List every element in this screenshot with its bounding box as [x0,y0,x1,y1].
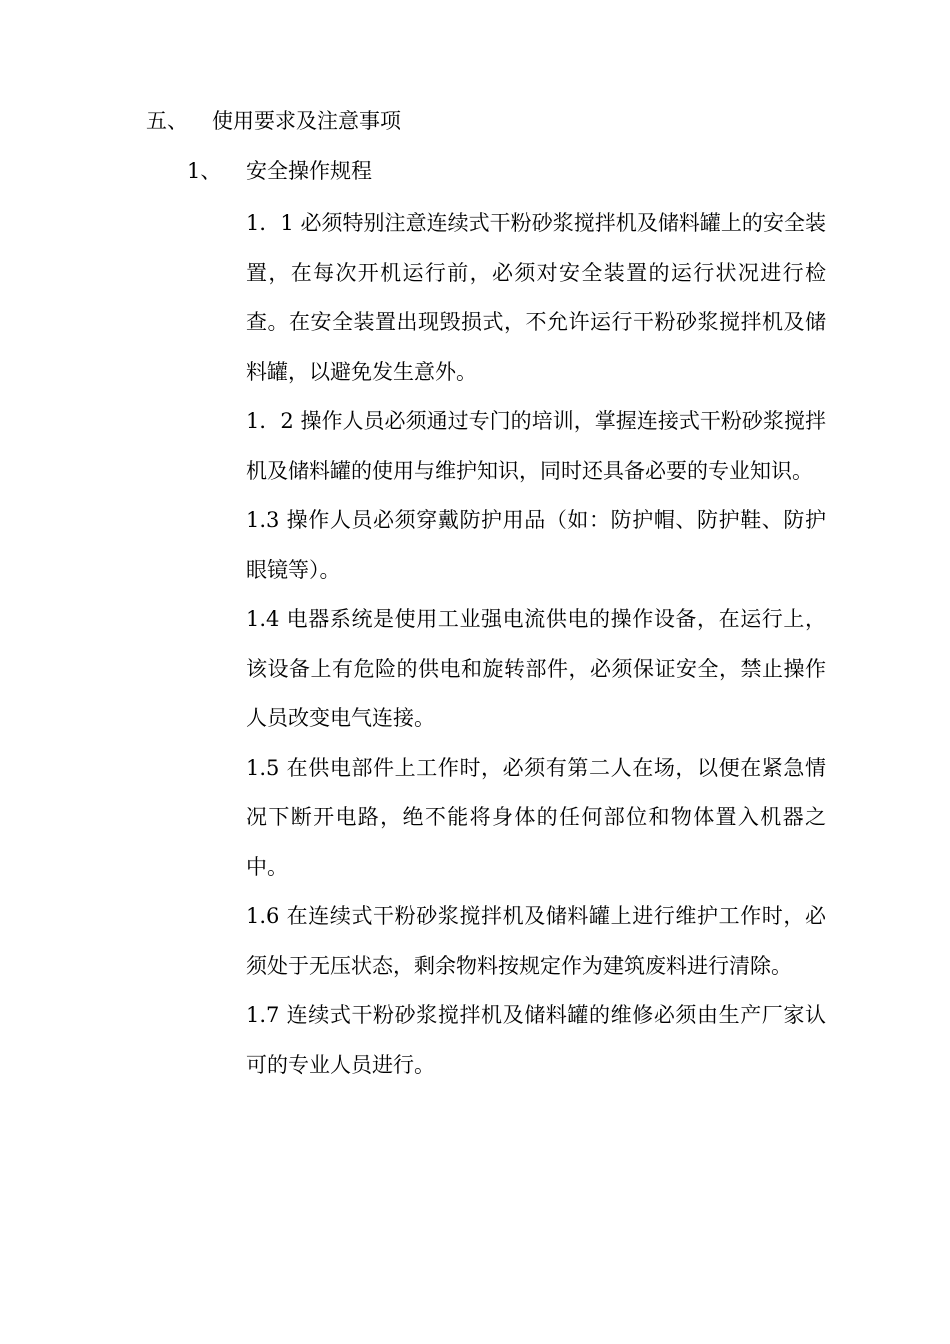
section-number: 五、 [146,109,188,133]
subsection-number: 1、 [187,159,222,183]
subsection-title: 安全操作规程 [246,159,372,183]
rule-1-6: 1.6 在连续式干粉砂浆搅拌机及储料罐上进行维护工作时，必须处于无压状态，剩余物料按规定作为建筑废料进行清除。 [246,904,826,978]
section-heading [146,106,401,136]
rule-1-2: 1．2 操作人员必须通过专门的培训，掌握连接式干粉砂浆搅拌机及储料罐的使用与维护知识，同时还具备必要的专业知识。 [246,409,826,483]
rule-1-7: 1.7 连续式干粉砂浆搅拌机及储料罐的维修必须由生产厂家认可的专业人员进行。 [246,1003,826,1077]
rule-1-3: 1.3 操作人员必须穿戴防护用品（如：防护帽、防护鞋、防护眼镜等）。 [246,508,826,582]
rule-1-5: 1.5 在供电部件上工作时，必须有第二人在场，以便在紧急情况下断开电路，绝不能将身体的任何部位和物体置入机器之中。 [246,755,826,879]
rule-1-4: 1.4 电器系统是使用工业强电流供电的操作设备，在运行上，该设备上有危险的供电和旋转部件，必须保证安全，禁止操作人员改变电气连接。 [246,607,826,730]
subsection-heading [187,156,372,186]
section-title: 使用要求及注意事项 [212,109,401,133]
safety-rules-list [246,199,826,1090]
rule-1-1: 1．1 必须特别注意连续式干粉砂浆搅拌机及储料罐上的安全装置，在每次开机运行前，必须对安全装置的运行状况进行检查。在安全装置出现毁损式，不允许运行干粉砂浆搅拌机及储料罐，以避免发生意外。 [246,211,826,384]
